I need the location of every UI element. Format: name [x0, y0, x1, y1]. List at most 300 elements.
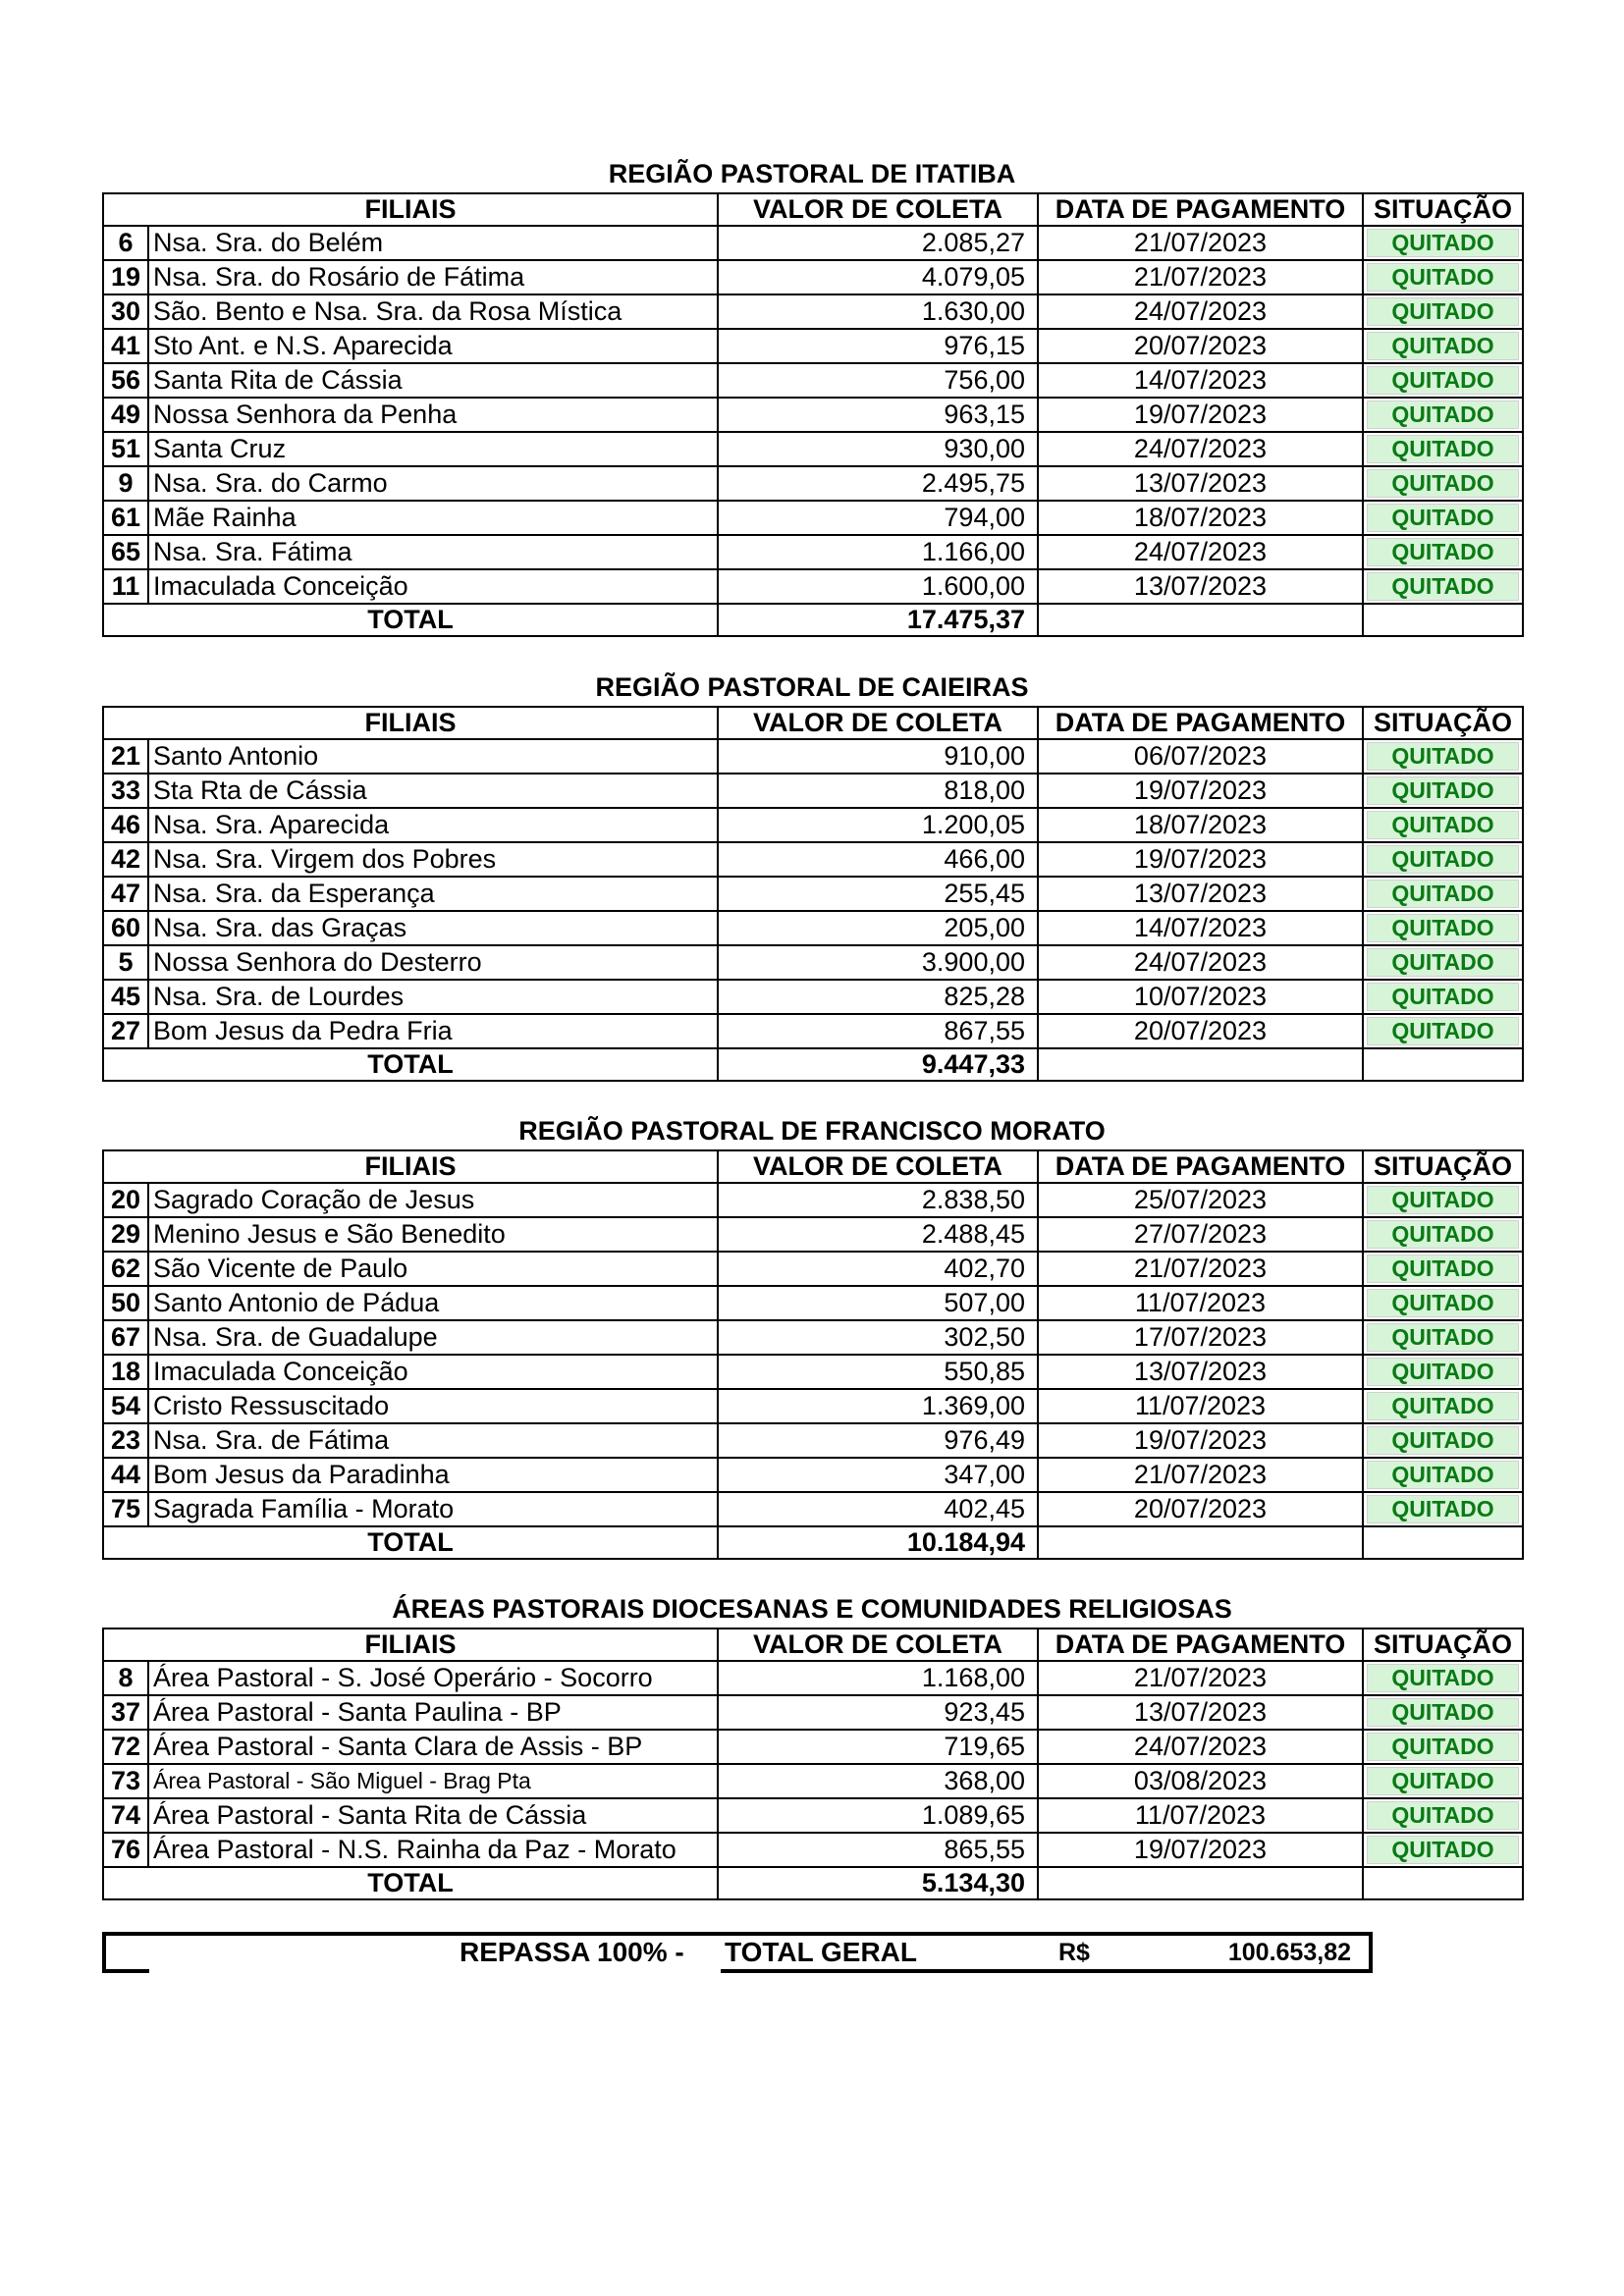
- total-row: [103, 1526, 1523, 1559]
- situacao-cell: [1363, 739, 1523, 774]
- situacao-cell: [1363, 398, 1523, 432]
- total-empty-date: [1038, 604, 1363, 636]
- valor-coleta: 867,55: [718, 1014, 1038, 1048]
- situacao-cell: [1363, 294, 1523, 329]
- filial-name: Santa Rita de Cássia: [148, 363, 718, 398]
- row-number: 9: [103, 466, 148, 501]
- situacao-cell: [1363, 1217, 1523, 1252]
- table-row: [103, 294, 1523, 329]
- data-pagamento: 24/07/2023: [1038, 432, 1363, 466]
- total-empty-date: [1038, 1048, 1363, 1081]
- table-row: [103, 1423, 1523, 1458]
- row-number: 75: [103, 1492, 148, 1526]
- status-badge: QUITADO: [1367, 1495, 1519, 1523]
- data-pagamento: 11/07/2023: [1038, 1389, 1363, 1423]
- row-number: 27: [103, 1014, 148, 1048]
- total-empty-date: [1038, 1526, 1363, 1559]
- total-empty-situacao: [1363, 1526, 1523, 1559]
- row-number: 44: [103, 1458, 148, 1492]
- table-row: [103, 1014, 1523, 1048]
- filial-name: Sta Rta de Cássia: [148, 774, 718, 808]
- total-empty-situacao: [1363, 1048, 1523, 1081]
- section-table: [102, 192, 1524, 637]
- header-valor: VALOR DE COLETA: [718, 1629, 1038, 1661]
- filial-name: Nsa. Sra. das Graças: [148, 911, 718, 945]
- row-number: 65: [103, 535, 148, 569]
- status-badge: QUITADO: [1367, 1323, 1519, 1352]
- valor-coleta: 976,49: [718, 1423, 1038, 1458]
- table-row: [103, 535, 1523, 569]
- table-row: [103, 1458, 1523, 1492]
- filial-name: Nsa. Sra. Virgem dos Pobres: [148, 842, 718, 877]
- table-row: [103, 980, 1523, 1014]
- header-filiais: FILIAIS: [103, 707, 718, 739]
- status-badge: QUITADO: [1367, 1358, 1519, 1386]
- status-badge: QUITADO: [1367, 229, 1519, 257]
- situacao-cell: [1363, 1355, 1523, 1389]
- row-number: 18: [103, 1355, 148, 1389]
- data-pagamento: 13/07/2023: [1038, 466, 1363, 501]
- data-pagamento: 13/07/2023: [1038, 569, 1363, 604]
- data-pagamento: 13/07/2023: [1038, 877, 1363, 911]
- status-badge: QUITADO: [1367, 1220, 1519, 1249]
- data-pagamento: 24/07/2023: [1038, 294, 1363, 329]
- valor-coleta: 825,28: [718, 980, 1038, 1014]
- row-number: 51: [103, 432, 148, 466]
- status-badge: QUITADO: [1367, 1426, 1519, 1455]
- row-number: 37: [103, 1695, 148, 1730]
- status-badge: QUITADO: [1367, 845, 1519, 874]
- data-pagamento: 19/07/2023: [1038, 774, 1363, 808]
- grand-total-value: 100.653,82: [1227, 1939, 1351, 1966]
- status-badge: QUITADO: [1367, 263, 1519, 292]
- total-empty-situacao: [1363, 604, 1523, 636]
- situacao-cell: [1363, 980, 1523, 1014]
- status-badge: QUITADO: [1367, 469, 1519, 498]
- situacao-cell: [1363, 363, 1523, 398]
- situacao-cell: [1363, 911, 1523, 945]
- filial-name: Nossa Senhora do Desterro: [148, 945, 718, 980]
- status-badge: QUITADO: [1367, 297, 1519, 326]
- header-filiais: FILIAIS: [103, 1150, 718, 1183]
- table-row: [103, 842, 1523, 877]
- filial-name: Sagrada Família - Morato: [148, 1492, 718, 1526]
- row-number: 49: [103, 398, 148, 432]
- row-number: 45: [103, 980, 148, 1014]
- status-badge: QUITADO: [1367, 948, 1519, 977]
- grand-total-currency: R$: [1058, 1939, 1090, 1966]
- filial-name: Santa Cruz: [148, 432, 718, 466]
- row-number: 62: [103, 1252, 148, 1286]
- situacao-cell: [1363, 1014, 1523, 1048]
- data-pagamento: 13/07/2023: [1038, 1355, 1363, 1389]
- table-row: [103, 739, 1523, 774]
- filial-name: Bom Jesus da Paradinha: [148, 1458, 718, 1492]
- data-pagamento: 10/07/2023: [1038, 980, 1363, 1014]
- data-pagamento: 11/07/2023: [1038, 1286, 1363, 1320]
- table-header-row: [103, 193, 1523, 226]
- header-valor: VALOR DE COLETA: [718, 707, 1038, 739]
- valor-coleta: 3.900,00: [718, 945, 1038, 980]
- valor-coleta: 402,70: [718, 1252, 1038, 1286]
- table-row: [103, 1833, 1523, 1867]
- header-situacao: SITUAÇÃO: [1363, 1150, 1523, 1183]
- situacao-cell: [1363, 432, 1523, 466]
- table-row: [103, 945, 1523, 980]
- row-number: 72: [103, 1730, 148, 1764]
- total-empty-situacao: [1363, 1867, 1523, 1899]
- table-row: [103, 226, 1523, 260]
- row-number: 42: [103, 842, 148, 877]
- status-badge: QUITADO: [1367, 435, 1519, 463]
- situacao-cell: [1363, 1286, 1523, 1320]
- filial-name: Nsa. Sra. do Carmo: [148, 466, 718, 501]
- valor-coleta: 550,85: [718, 1355, 1038, 1389]
- filial-name: Imaculada Conceição: [148, 569, 718, 604]
- valor-coleta: 1.600,00: [718, 569, 1038, 604]
- data-pagamento: 20/07/2023: [1038, 1492, 1363, 1526]
- filial-name: Cristo Ressuscitado: [148, 1389, 718, 1423]
- grand-total-underline-left: [102, 1969, 149, 1973]
- status-badge: QUITADO: [1367, 504, 1519, 532]
- valor-coleta: 1.630,00: [718, 294, 1038, 329]
- situacao-cell: [1363, 774, 1523, 808]
- status-badge: QUITADO: [1367, 1767, 1519, 1795]
- table-row: [103, 1355, 1523, 1389]
- situacao-cell: [1363, 226, 1523, 260]
- data-pagamento: 20/07/2023: [1038, 329, 1363, 363]
- table-row: [103, 877, 1523, 911]
- filial-name: Sto Ant. e N.S. Aparecida: [148, 329, 718, 363]
- status-badge: QUITADO: [1367, 1186, 1519, 1214]
- section-table: [102, 1628, 1524, 1900]
- status-badge: QUITADO: [1367, 1733, 1519, 1761]
- table-row: [103, 1217, 1523, 1252]
- status-badge: QUITADO: [1367, 1461, 1519, 1489]
- grand-total-underline-right: [721, 1969, 1369, 1973]
- section-table: [102, 706, 1524, 1082]
- row-number: 21: [103, 739, 148, 774]
- row-number: 50: [103, 1286, 148, 1320]
- header-situacao: SITUAÇÃO: [1363, 193, 1523, 226]
- situacao-cell: [1363, 1423, 1523, 1458]
- valor-coleta: 302,50: [718, 1320, 1038, 1355]
- filial-name: Mãe Rainha: [148, 501, 718, 535]
- row-number: 74: [103, 1798, 148, 1833]
- section-title: REGIÃO PASTORAL DE FRANCISCO MORATO: [518, 1116, 1106, 1146]
- header-valor: VALOR DE COLETA: [718, 1150, 1038, 1183]
- row-number: 67: [103, 1320, 148, 1355]
- data-pagamento: 13/07/2023: [1038, 1695, 1363, 1730]
- section-title: REGIÃO PASTORAL DE CAIEIRAS: [595, 672, 1029, 702]
- row-number: 56: [103, 363, 148, 398]
- filial-name: Área Pastoral - Santa Clara de Assis - BP: [148, 1730, 718, 1764]
- data-pagamento: 24/07/2023: [1038, 945, 1363, 980]
- header-data: DATA DE PAGAMENTO: [1038, 1629, 1363, 1661]
- data-pagamento: 24/07/2023: [1038, 535, 1363, 569]
- table-row: [103, 398, 1523, 432]
- situacao-cell: [1363, 466, 1523, 501]
- valor-coleta: 976,15: [718, 329, 1038, 363]
- table-row: [103, 569, 1523, 604]
- data-pagamento: 27/07/2023: [1038, 1217, 1363, 1252]
- total-value: 9.447,33: [718, 1048, 1038, 1081]
- valor-coleta: 818,00: [718, 774, 1038, 808]
- situacao-cell: [1363, 1695, 1523, 1730]
- valor-coleta: 719,65: [718, 1730, 1038, 1764]
- status-badge: QUITADO: [1367, 366, 1519, 395]
- table-row: [103, 501, 1523, 535]
- total-value: 17.475,37: [718, 604, 1038, 636]
- filial-name: São Vicente de Paulo: [148, 1252, 718, 1286]
- data-pagamento: 19/07/2023: [1038, 1423, 1363, 1458]
- filial-name: Nsa. Sra. da Esperança: [148, 877, 718, 911]
- situacao-cell: [1363, 877, 1523, 911]
- data-pagamento: 18/07/2023: [1038, 808, 1363, 842]
- section-table: [102, 1149, 1524, 1560]
- total-label: TOTAL: [103, 604, 718, 636]
- section-title: ÁREAS PASTORAIS DIOCESANAS E COMUNIDADES RELIGIOSAS: [392, 1594, 1232, 1624]
- filial-name: Área Pastoral - N.S. Rainha da Paz - Morato: [148, 1833, 718, 1867]
- filial-name: Área Pastoral - Santa Paulina - BP: [148, 1695, 718, 1730]
- row-number: 20: [103, 1183, 148, 1217]
- valor-coleta: 4.079,05: [718, 260, 1038, 294]
- valor-coleta: 347,00: [718, 1458, 1038, 1492]
- situacao-cell: [1363, 1492, 1523, 1526]
- row-number: 46: [103, 808, 148, 842]
- table-row: [103, 1730, 1523, 1764]
- data-pagamento: 11/07/2023: [1038, 1798, 1363, 1833]
- table-header-row: [103, 1150, 1523, 1183]
- row-number: 33: [103, 774, 148, 808]
- status-badge: QUITADO: [1367, 983, 1519, 1011]
- status-badge: QUITADO: [1367, 914, 1519, 942]
- situacao-cell: [1363, 808, 1523, 842]
- status-badge: QUITADO: [1367, 1801, 1519, 1830]
- filial-name: São. Bento e Nsa. Sra. da Rosa Mística: [148, 294, 718, 329]
- filial-name: Área Pastoral - São Miguel - Brag Pta: [148, 1764, 718, 1798]
- situacao-cell: [1363, 535, 1523, 569]
- data-pagamento: 03/08/2023: [1038, 1764, 1363, 1798]
- data-pagamento: 14/07/2023: [1038, 911, 1363, 945]
- data-pagamento: 25/07/2023: [1038, 1183, 1363, 1217]
- filial-name: Menino Jesus e São Benedito: [148, 1217, 718, 1252]
- filial-name: Nsa. Sra. Aparecida: [148, 808, 718, 842]
- situacao-cell: [1363, 1320, 1523, 1355]
- row-number: 41: [103, 329, 148, 363]
- row-number: 23: [103, 1423, 148, 1458]
- table-row: [103, 363, 1523, 398]
- grand-total-label-2: TOTAL GERAL: [725, 1937, 917, 1967]
- situacao-cell: [1363, 1183, 1523, 1217]
- valor-coleta: 910,00: [718, 739, 1038, 774]
- row-number: 30: [103, 294, 148, 329]
- section-title: REGIÃO PASTORAL DE ITATIBA: [608, 159, 1016, 188]
- table-row: [103, 1320, 1523, 1355]
- valor-coleta: 756,00: [718, 363, 1038, 398]
- filial-name: Nsa. Sra. do Rosário de Fátima: [148, 260, 718, 294]
- data-pagamento: 20/07/2023: [1038, 1014, 1363, 1048]
- status-badge: QUITADO: [1367, 1289, 1519, 1317]
- valor-coleta: 1.166,00: [718, 535, 1038, 569]
- filial-name: Sagrado Coração de Jesus: [148, 1183, 718, 1217]
- row-number: 29: [103, 1217, 148, 1252]
- filial-name: Nsa. Sra. de Lourdes: [148, 980, 718, 1014]
- data-pagamento: 18/07/2023: [1038, 501, 1363, 535]
- status-badge: QUITADO: [1367, 811, 1519, 839]
- valor-coleta: 865,55: [718, 1833, 1038, 1867]
- status-badge: QUITADO: [1367, 742, 1519, 771]
- valor-coleta: 2.085,27: [718, 226, 1038, 260]
- data-pagamento: 21/07/2023: [1038, 1661, 1363, 1695]
- row-number: 19: [103, 260, 148, 294]
- status-badge: QUITADO: [1367, 776, 1519, 805]
- header-data: DATA DE PAGAMENTO: [1038, 1150, 1363, 1183]
- situacao-cell: [1363, 1730, 1523, 1764]
- valor-coleta: 1.168,00: [718, 1661, 1038, 1695]
- table-row: [103, 1798, 1523, 1833]
- valor-coleta: 507,00: [718, 1286, 1038, 1320]
- situacao-cell: [1363, 501, 1523, 535]
- situacao-cell: [1363, 260, 1523, 294]
- situacao-cell: [1363, 1252, 1523, 1286]
- status-badge: QUITADO: [1367, 1836, 1519, 1864]
- status-badge: QUITADO: [1367, 1392, 1519, 1420]
- table-row: [103, 1389, 1523, 1423]
- row-number: 5: [103, 945, 148, 980]
- filial-name: Área Pastoral - Santa Rita de Cássia: [148, 1798, 718, 1833]
- valor-coleta: 368,00: [718, 1764, 1038, 1798]
- table-header-row: [103, 1629, 1523, 1661]
- filial-name: Nsa. Sra. de Guadalupe: [148, 1320, 718, 1355]
- table-row: [103, 1183, 1523, 1217]
- row-number: 76: [103, 1833, 148, 1867]
- situacao-cell: [1363, 1661, 1523, 1695]
- table-row: [103, 1286, 1523, 1320]
- data-pagamento: 19/07/2023: [1038, 398, 1363, 432]
- data-pagamento: 21/07/2023: [1038, 260, 1363, 294]
- valor-coleta: 402,45: [718, 1492, 1038, 1526]
- table-row: [103, 1252, 1523, 1286]
- data-pagamento: 19/07/2023: [1038, 1833, 1363, 1867]
- valor-coleta: 794,00: [718, 501, 1038, 535]
- valor-coleta: 963,15: [718, 398, 1038, 432]
- filial-name: Imaculada Conceição: [148, 1355, 718, 1389]
- total-label: TOTAL: [103, 1867, 718, 1899]
- total-value: 5.134,30: [718, 1867, 1038, 1899]
- filial-name: Santo Antonio de Pádua: [148, 1286, 718, 1320]
- table-row: [103, 1492, 1523, 1526]
- data-pagamento: 21/07/2023: [1038, 1252, 1363, 1286]
- row-number: 73: [103, 1764, 148, 1798]
- filial-name: Nsa. Sra. Fátima: [148, 535, 718, 569]
- data-pagamento: 21/07/2023: [1038, 1458, 1363, 1492]
- table-row: [103, 1695, 1523, 1730]
- filial-name: Santo Antonio: [148, 739, 718, 774]
- situacao-cell: [1363, 842, 1523, 877]
- total-value: 10.184,94: [718, 1526, 1038, 1559]
- header-data: DATA DE PAGAMENTO: [1038, 707, 1363, 739]
- status-badge: QUITADO: [1367, 1698, 1519, 1727]
- valor-coleta: 1.200,05: [718, 808, 1038, 842]
- table-row: [103, 466, 1523, 501]
- status-badge: QUITADO: [1367, 1664, 1519, 1692]
- table-row: [103, 808, 1523, 842]
- header-data: DATA DE PAGAMENTO: [1038, 193, 1363, 226]
- valor-coleta: 1.369,00: [718, 1389, 1038, 1423]
- row-number: 11: [103, 569, 148, 604]
- header-situacao: SITUAÇÃO: [1363, 707, 1523, 739]
- situacao-cell: [1363, 1833, 1523, 1867]
- total-row: [103, 1867, 1523, 1899]
- filial-name: Área Pastoral - S. José Operário - Socorro: [148, 1661, 718, 1695]
- table-row: [103, 260, 1523, 294]
- table-row: [103, 774, 1523, 808]
- row-number: 47: [103, 877, 148, 911]
- valor-coleta: 2.495,75: [718, 466, 1038, 501]
- total-label: TOTAL: [103, 1526, 718, 1559]
- situacao-cell: [1363, 945, 1523, 980]
- table-row: [103, 432, 1523, 466]
- situacao-cell: [1363, 1389, 1523, 1423]
- filial-name: Nsa. Sra. de Fátima: [148, 1423, 718, 1458]
- header-situacao: SITUAÇÃO: [1363, 1629, 1523, 1661]
- row-number: 8: [103, 1661, 148, 1695]
- valor-coleta: 1.089,65: [718, 1798, 1038, 1833]
- filial-name: Bom Jesus da Pedra Fria: [148, 1014, 718, 1048]
- header-filiais: FILIAIS: [103, 1629, 718, 1661]
- data-pagamento: 14/07/2023: [1038, 363, 1363, 398]
- data-pagamento: 17/07/2023: [1038, 1320, 1363, 1355]
- data-pagamento: 24/07/2023: [1038, 1730, 1363, 1764]
- table-row: [103, 329, 1523, 363]
- status-badge: QUITADO: [1367, 1255, 1519, 1283]
- total-row: [103, 1048, 1523, 1081]
- total-empty-date: [1038, 1867, 1363, 1899]
- situacao-cell: [1363, 1458, 1523, 1492]
- row-number: 60: [103, 911, 148, 945]
- data-pagamento: 21/07/2023: [1038, 226, 1363, 260]
- table-header-row: [103, 707, 1523, 739]
- situacao-cell: [1363, 1798, 1523, 1833]
- status-badge: QUITADO: [1367, 400, 1519, 429]
- situacao-cell: [1363, 569, 1523, 604]
- valor-coleta: 255,45: [718, 877, 1038, 911]
- table-row: [103, 1764, 1523, 1798]
- valor-coleta: 2.488,45: [718, 1217, 1038, 1252]
- grand-total-label: REPASSA 100% -: [460, 1937, 684, 1967]
- row-number: 54: [103, 1389, 148, 1423]
- valor-coleta: 205,00: [718, 911, 1038, 945]
- status-badge: QUITADO: [1367, 880, 1519, 908]
- valor-coleta: 466,00: [718, 842, 1038, 877]
- filial-name: Nossa Senhora da Penha: [148, 398, 718, 432]
- header-filiais: FILIAIS: [103, 193, 718, 226]
- header-valor: VALOR DE COLETA: [718, 193, 1038, 226]
- situacao-cell: [1363, 329, 1523, 363]
- data-pagamento: 06/07/2023: [1038, 739, 1363, 774]
- valor-coleta: 923,45: [718, 1695, 1038, 1730]
- situacao-cell: [1363, 1764, 1523, 1798]
- row-number: 61: [103, 501, 148, 535]
- table-row: [103, 1661, 1523, 1695]
- table-row: [103, 911, 1523, 945]
- total-row: [103, 604, 1523, 636]
- total-label: TOTAL: [103, 1048, 718, 1081]
- status-badge: QUITADO: [1367, 332, 1519, 360]
- data-pagamento: 19/07/2023: [1038, 842, 1363, 877]
- status-badge: QUITADO: [1367, 572, 1519, 601]
